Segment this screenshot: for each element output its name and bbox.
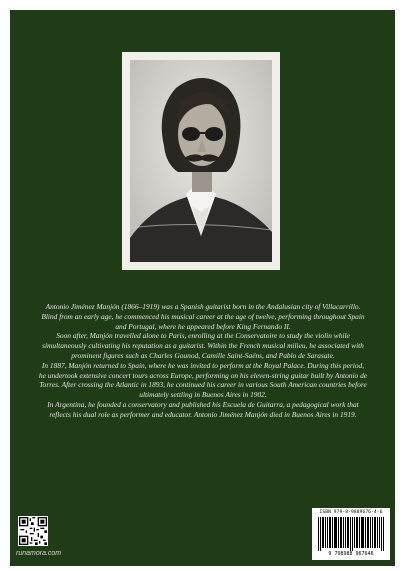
qr-code: [18, 516, 48, 546]
bio-paragraph-2: Soon after, Manjón travelled alone to Paris, enrolling at the Conservatoire to study the violin while simultaneously cultivating his reputation as a guitarist. Within the French musical milieu, he associated with prominent figures such as Charles Gounod, Camille Saint-Saëns, and Pablo de Sarasate.: [42, 331, 364, 360]
back-cover: [10, 10, 395, 566]
bio-paragraph-4: In Argentina, he founded a conservatory and published his Escuela de Guitarra, a pedagogical work that reflects his dual role as performer and educator. Antonio Jiménez Manjón died in Buenos Aires in 1919.: [47, 399, 359, 419]
website-link[interactable]: runamora.com: [16, 550, 62, 557]
bio-paragraph-3: In 1887, Manjón returned to Spain, where he was invited to perform at the Royal Palace. During this period, he undertook extensive concert tours across Europe, performing on his eleven-string guitar built by Antonio de Torres. After crossing the Atlantic in 1893, he continued his career in various South American countries before ultimately settling in Buenos Aires in 1902.: [38, 360, 368, 400]
barcode-bars: [318, 517, 384, 551]
isbn-barcode: [312, 508, 390, 560]
bio-paragraph-1: Antonio Jiménez Manjón (1866–1919) was a Spanish guitarist born in the Andalusian city of Villacarrillo. Blind from an early age, he commenced his musical career at the age of twelve, performing throughout Spain and Portugal, where he appeared before King Fernando II.: [41, 302, 365, 331]
barcode-digits: 9 798988 967646: [328, 551, 374, 557]
portrait-image: [130, 60, 272, 262]
biography-text: [38, 302, 368, 420]
portrait-photo: [122, 52, 280, 270]
isbn-label: ISBN 979-8-9889676-4-6: [319, 510, 383, 515]
